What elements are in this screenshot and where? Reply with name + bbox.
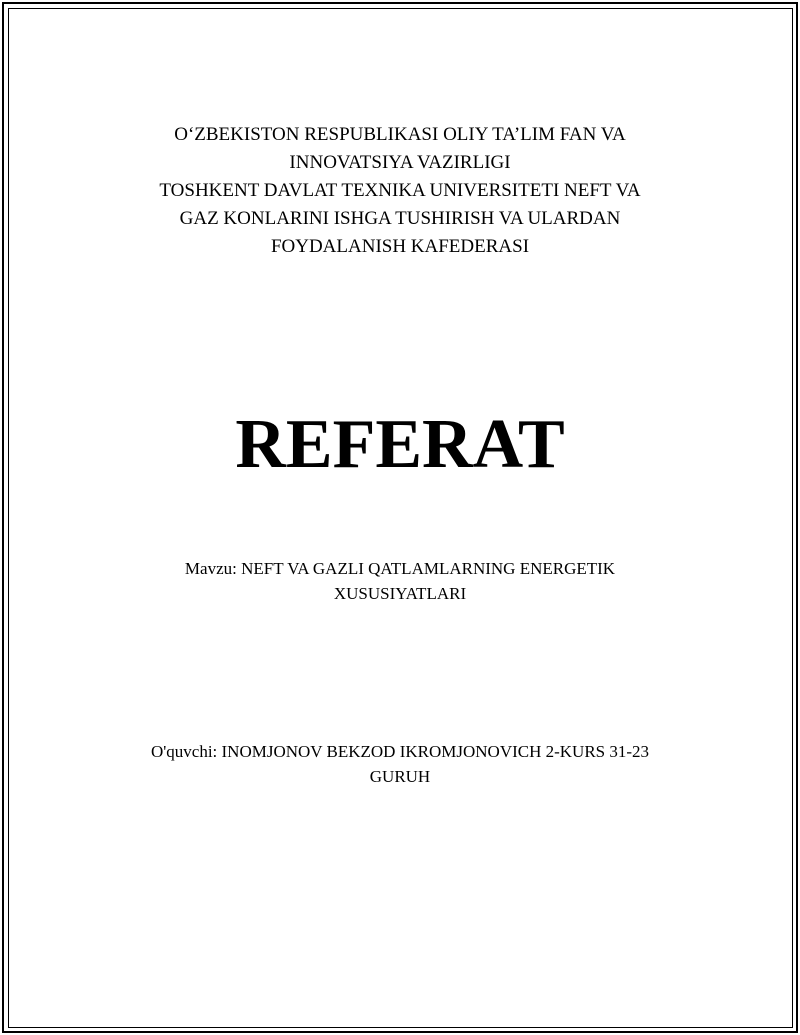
student-line-1: O'quvchi: INOMJONOV BEKZOD IKROMJONOVICH 2-KURS 31-23 <box>150 742 650 761</box>
student-block <box>0 739 800 789</box>
header-line-3: TOSHKENT DAVLAT TEXNIKA UNIVERSITETI NEFT VA <box>159 180 641 201</box>
topic-block <box>0 556 800 606</box>
header-line-5: FOYDALANISH KAFEDERASI <box>270 236 530 257</box>
student-line-2: GURUH <box>369 767 431 786</box>
ministry-header <box>0 121 800 261</box>
header-line-4: GAZ KONLARINI ISHGA TUSHIRISH VA ULARDAN <box>179 208 621 229</box>
header-line-1: O‘ZBEKISTON RESPUBLIKASI OLIY TA’LIM FAN VA <box>174 124 626 145</box>
topic-line-2: XUSUSIYATLARI <box>333 584 467 603</box>
topic-line-1: Mavzu: NEFT VA GAZLI QATLAMLARNING ENERGETIK <box>184 559 616 578</box>
header-line-2: INNOVATSIYA VAZIRLIGI <box>289 152 511 173</box>
document-title: REFERAT <box>235 406 565 483</box>
